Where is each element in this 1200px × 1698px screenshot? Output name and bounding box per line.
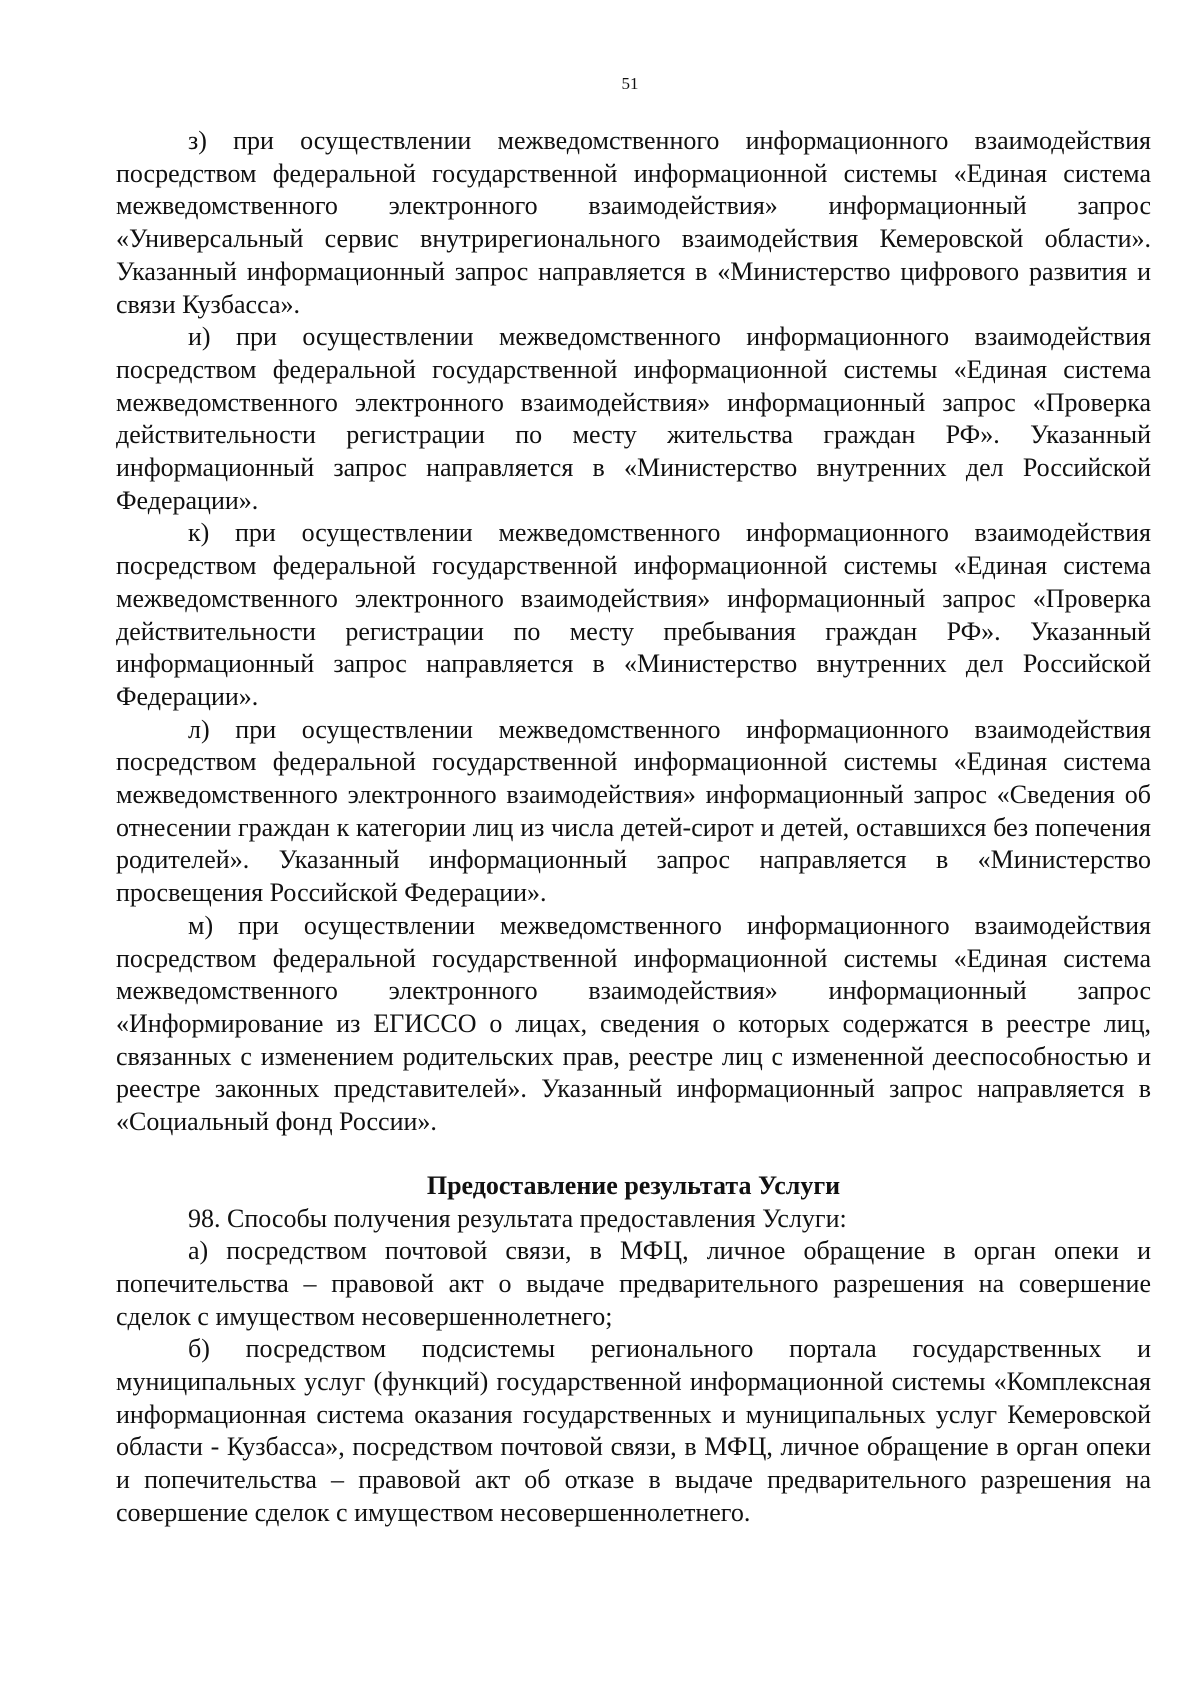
paragraph-a: а) посредством почтовой связи, в МФЦ, личное обращение в орган опеки и попечительства – правовой акт о выдаче предварительного разрешения на совершение сделок с имуществом несовершеннолетнего; [116,1236,1151,1331]
paragraph-z: з) при осуществлении межведомственного информационного взаимодействия посредством федеральной государственной информационной системы «Единая система межведомственного электронного взаимодействия» информационный запрос «Универсальный сервис внутрирегионального взаимодействия Кемеровской области». Указанный информационный запрос направляется в «Министерство цифрового развития и связи Кузбасса». [116,126,1151,319]
page-number: 51 [621,74,639,93]
paragraph-k: к) при осуществлении межведомственного информационного взаимодействия посредством федеральной государственной информационной системы «Единая система межведомственного электронного взаимодействия» информационный запрос «Проверка действительности регистрации по месту пребывания граждан РФ». Указанный информационный запрос направляется в «Министерство внутренних дел Российской Федерации». [116,518,1151,711]
paragraph-i: и) при осуществлении межведомственного информационного взаимодействия посредством федеральной государственной информационной системы «Единая система межведомственного электронного взаимодействия» информационный запрос «Проверка действительности регистрации по месту жительства граждан РФ». Указанный информационный запрос направляется в «Министерство внутренних дел Российской Федерации». [116,322,1151,515]
paragraph-98: 98. Способы получения результата предоставления Услуги: [188,1203,847,1233]
section-title: Предоставление результата Услуги [426,1170,841,1200]
paragraph-b: б) посредством подсистемы регионального портала государственных и муниципальных услуг (функций) государственной информационной системы «Комплексная информационная система оказания государственных и муниципальных услуг Кемеровской области - Кузбасса», посредством почтовой связи, в МФЦ, личное обращение в орган опеки и попечительства – правовой акт об отказе в выдаче предварительного разрешения на совершение сделок с имуществом несовершеннолетнего. [116,1334,1151,1527]
paragraph-m: м) при осуществлении межведомственного информационного взаимодействия посредством федеральной государственной информационной системы «Единая система межведомственного электронного взаимодействия» информационный запрос «Информирование из ЕГИССО о лицах, сведения о которых содержатся в реестре лиц, связанных с изменением родительских прав, реестре лиц с измененной дееспособностью и реестре законных представителей». Указанный информационный запрос направляется в «Социальный фонд России». [116,910,1151,1137]
paragraph-l: л) при осуществлении межведомственного информационного взаимодействия посредством федеральной государственной информационной системы «Единая система межведомственного электронного взаимодействия» информационный запрос «Сведения об отнесении граждан к категории лиц из числа детей-сирот и детей, оставшихся без попечения родителей». Указанный информационный запрос направляется в «Министерство просвещения Российской Федерации». [116,714,1151,908]
document-body [116,125,1151,1530]
